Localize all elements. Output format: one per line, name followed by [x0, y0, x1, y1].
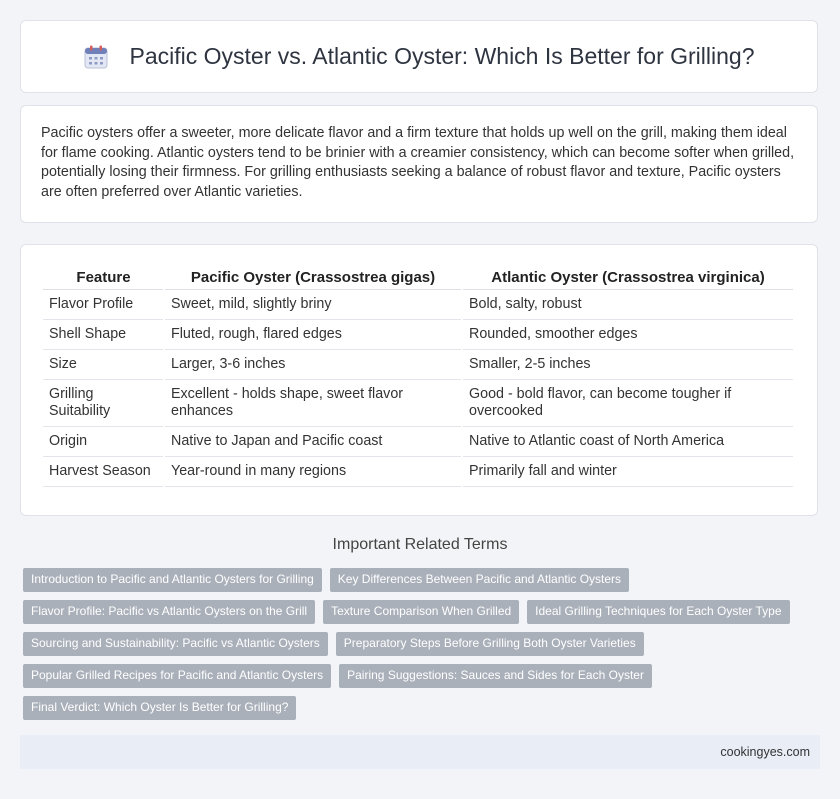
related-term-tag[interactable]: Popular Grilled Recipes for Pacific and Atlantic Oysters — [23, 664, 331, 688]
related-term-tag[interactable]: Flavor Profile: Pacific vs Atlantic Oysters on the Grill — [23, 600, 315, 624]
table-row — [43, 457, 794, 487]
related-term-tag[interactable]: Sourcing and Sustainability: Pacific vs Atlantic Oysters — [23, 632, 328, 656]
related-terms-heading: Important Related Terms — [332, 536, 508, 553]
header-card — [20, 20, 818, 93]
related-term-tag[interactable]: Final Verdict: Which Oyster Is Better for Grilling? — [23, 696, 296, 720]
table-cell: Origin — [43, 427, 164, 457]
page-title: Pacific Oyster vs. Atlantic Oyster: Which Is Better for Grilling? — [129, 43, 755, 69]
table-cell: Smaller, 2-5 inches — [462, 350, 794, 380]
table-cell: Native to Japan and Pacific coast — [164, 427, 462, 457]
footer — [20, 735, 820, 769]
column-header-pacific: Pacific Oyster (Crassostrea gigas) — [164, 263, 462, 290]
related-term-tag[interactable]: Introduction to Pacific and Atlantic Oysters for Grilling — [23, 568, 322, 592]
table-row — [43, 350, 794, 380]
table-cell: Larger, 3-6 inches — [164, 350, 462, 380]
table-cell: Year-round in many regions — [164, 457, 462, 487]
intro-text: Pacific oysters offer a sweeter, more delicate flavor and a firm texture that holds up well on the grill, making them ideal for flame cooking. Atlantic oysters tend to be brinier with a creamier consistency, which can become softer when grilled, potentially losing their firmness. For grilling enthusiasts seeking a balance of robust flavor and texture, Pacific oysters are often preferred over Atlantic varieties. — [41, 125, 795, 200]
related-term-tag[interactable]: Preparatory Steps Before Grilling Both Oyster Varieties — [336, 632, 644, 656]
table-cell: Grilling Suitability — [43, 380, 164, 427]
table-cell: Size — [43, 350, 164, 380]
related-term-tag[interactable]: Ideal Grilling Techniques for Each Oyster Type — [527, 600, 789, 624]
related-term-tag[interactable]: Texture Comparison When Grilled — [323, 600, 519, 624]
table-cell: Native to Atlantic coast of North America — [462, 427, 794, 457]
table-cell: Primarily fall and winter — [462, 457, 794, 487]
table-cell: Sweet, mild, slightly briny — [164, 290, 462, 320]
table-row — [43, 380, 794, 427]
comparison-card — [20, 244, 818, 516]
footer-site-link[interactable]: cookingyes.com — [720, 745, 810, 759]
table-cell: Rounded, smoother edges — [462, 320, 794, 350]
calendar-icon — [83, 44, 109, 70]
table-row — [43, 320, 794, 350]
table-cell: Good - bold flavor, can become tougher if overcooked — [462, 380, 794, 427]
table-cell: Shell Shape — [43, 320, 164, 350]
intro-card — [20, 105, 818, 223]
table-cell: Fluted, rough, flared edges — [164, 320, 462, 350]
table-cell: Flavor Profile — [43, 290, 164, 320]
related-terms-list — [23, 568, 813, 720]
table-cell: Bold, salty, robust — [462, 290, 794, 320]
comparison-table — [43, 263, 795, 487]
related-term-tag[interactable]: Key Differences Between Pacific and Atlantic Oysters — [330, 568, 629, 592]
column-header-feature: Feature — [43, 263, 164, 290]
table-row — [43, 290, 794, 320]
table-header-row — [43, 263, 794, 290]
table-cell: Excellent - holds shape, sweet flavor enhances — [164, 380, 462, 427]
related-term-tag[interactable]: Pairing Suggestions: Sauces and Sides for Each Oyster — [339, 664, 652, 688]
column-header-atlantic: Atlantic Oyster (Crassostrea virginica) — [462, 263, 794, 290]
table-row — [43, 427, 794, 457]
table-cell: Harvest Season — [43, 457, 164, 487]
